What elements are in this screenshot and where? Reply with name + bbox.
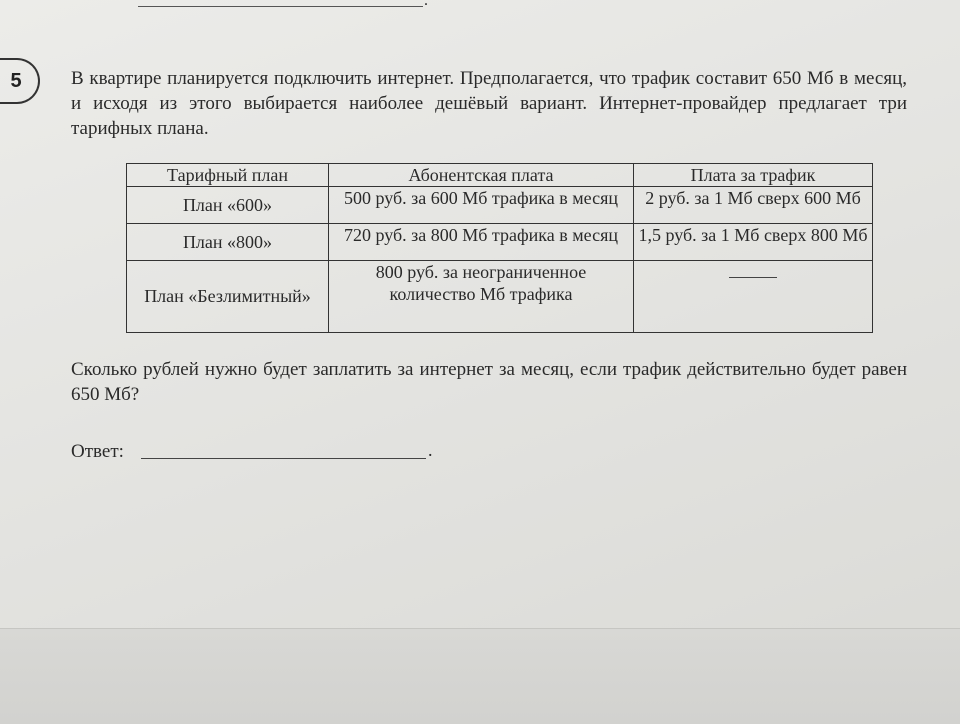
page-edge — [0, 628, 960, 724]
answer-label: Ответ: — [71, 441, 124, 462]
task-intro-text: В квартире планируется подключить интернет. Предполагается, что трафик составит 650 Мб в месяц, и исходя из этого выбирается наиболее дешёвый вариант. Интернет-провайдер предлагает три тарифных плана. — [71, 68, 907, 139]
answer-dot: . — [428, 440, 433, 460]
table-row — [127, 260, 873, 332]
task-number-badge: 5 — [0, 58, 40, 104]
plan-name-cell: План «600» — [127, 187, 329, 224]
header-fee: Абонентская плата — [329, 164, 634, 187]
table-header-row — [127, 164, 873, 187]
plan-name-cell: План «800» — [127, 223, 329, 260]
traffic-cell-empty — [634, 260, 873, 332]
fee-cell: 720 руб. за 800 Мб трафика в месяц — [329, 223, 634, 260]
previous-answer-dot: . — [424, 0, 428, 9]
traffic-cell: 1,5 руб. за 1 Мб сверх 800 Мб — [634, 223, 873, 260]
plan-name-cell: План «Безлимитный» — [127, 260, 329, 332]
header-plan: Тарифный план — [127, 164, 329, 187]
tariff-table — [126, 163, 873, 333]
table-row — [127, 187, 873, 224]
dash-mark — [729, 266, 777, 278]
table-row — [127, 223, 873, 260]
answer-input-line[interactable] — [141, 458, 426, 459]
fee-cell: 800 руб. за неограниченное количество Мб трафика — [329, 260, 634, 332]
traffic-cell: 2 руб. за 1 Мб сверх 600 Мб — [634, 187, 873, 224]
header-traffic: Плата за трафик — [634, 164, 873, 187]
task-question-text: Сколько рублей нужно будет заплатить за интернет за месяц, если трафик действительно будет равен 650 Мб? — [71, 359, 907, 405]
previous-answer-line — [138, 0, 423, 7]
fee-cell: 500 руб. за 600 Мб трафика в месяц — [329, 187, 634, 224]
